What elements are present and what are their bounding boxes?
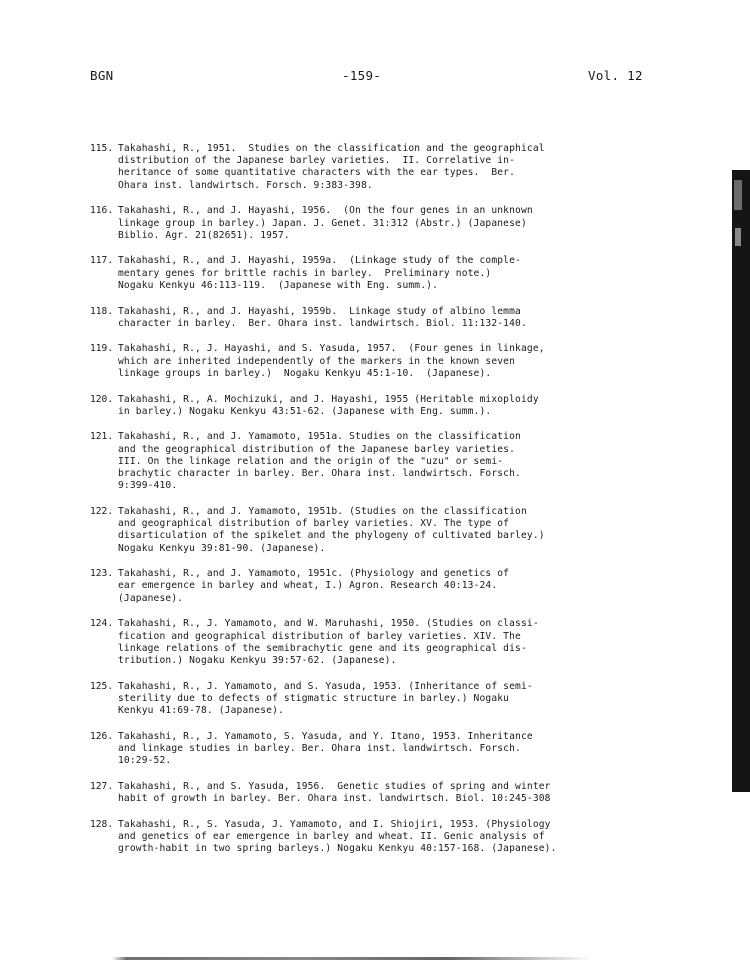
reference-text: [118, 394, 570, 418]
reference-line: mentary genes for brittle rachis in barley. Preliminary note.): [118, 267, 492, 279]
reference-line: tribution.) Nogaku Kenkyu 39:57-62. (Japanese).: [118, 655, 397, 666]
reference-text: [118, 731, 570, 768]
reference-line: III. On the linkage relation and the origin of the "uzu" or semi-: [118, 455, 504, 467]
reference-text: [118, 781, 570, 805]
reference-line: and linkage studies in barley. Ber. Ohara inst. landwirtsch. Forsch.: [118, 743, 521, 755]
reference-entry: [90, 255, 570, 292]
reference-line: disarticulation of the spikelet and the phylogeny of cultivated barley.): [118, 530, 545, 542]
reference-line: linkage relations of the semibrachytic gene and its geographical dis-: [118, 642, 527, 654]
reference-line: Takahashi, R., and J. Hayashi, 1959b. Linkage study of albino lemma: [118, 305, 521, 317]
reference-text: [118, 568, 570, 605]
reference-line: linkage group in barley.) Japan. J. Genet. 31:312 (Abstr.) (Japanese): [118, 217, 527, 229]
reference-text: [118, 343, 570, 380]
reference-line: Takahashi, R., and J. Yamamoto, 1951c. (Physiology and genetics of: [118, 568, 510, 580]
reference-line: Takahashi, R., 1951. Studies on the classification and the geographical: [118, 143, 545, 154]
reference-line: Takahashi, R., S. Yasuda, J. Yamamoto, and I. Shiojiri, 1953. (Physiology: [118, 818, 551, 830]
reference-line: Kenkyu 41:69-78. (Japanese).: [118, 705, 284, 717]
reference-line: Takahashi, R., and J. Yamamoto, 1951b. (Studies on the classification: [118, 505, 527, 517]
reference-text: [118, 506, 570, 555]
reference-number: 116.: [90, 205, 114, 217]
scan-artifact-line: [112, 957, 592, 960]
reference-line: linkage groups in barley.) Nogaku Kenkyu 45:1-10. (Japanese).: [118, 367, 492, 379]
reference-line: in barley.) Nogaku Kenkyu 43:51-62. (Japanese with Eng. summ.).: [118, 405, 492, 417]
reference-text: [118, 143, 570, 192]
page-number: -159-: [342, 68, 382, 83]
reference-text: [118, 205, 570, 242]
reference-line: heritance of some quantitative characters with the ear types. Ber.: [118, 167, 516, 179]
volume-label: Vol. 12: [588, 68, 643, 83]
reference-number: 115.: [90, 143, 114, 154]
reference-number: 122.: [90, 505, 114, 517]
reference-line: growth-habit in two spring barleys.) Nogaku Kenkyu 40:157-168. (Japanese).: [118, 843, 557, 855]
reference-line: Takahashi, R., J. Yamamoto, and S. Yasuda, 1953. (Inheritance of semi-: [118, 680, 533, 692]
reference-line: distribution of the Japanese barley varieties. II. Correlative in-: [118, 155, 516, 167]
reference-entry: [90, 431, 570, 492]
reference-entry: [90, 506, 570, 555]
reference-line: Biblio. Agr. 21(82651). 1957.: [118, 229, 290, 241]
reference-text: [118, 819, 570, 856]
reference-entry: [90, 618, 570, 667]
reference-line: Takahashi, R., J. Hayashi, and S. Yasuda, 1957. (Four genes in linkage,: [118, 343, 545, 355]
reference-line: Takahashi, R., J. Yamamoto, and W. Maruhashi, 1950. (Studies on classi-: [118, 618, 539, 630]
scan-edge-shadow: [732, 170, 750, 792]
reference-entry: [90, 394, 570, 418]
reference-number: 124.: [90, 618, 114, 630]
reference-text: [118, 618, 570, 667]
reference-line: Nogaku Kenkyu 39:81-90. (Japanese).: [118, 542, 326, 554]
reference-list: [90, 143, 570, 869]
reference-line: Takahashi, R., and S. Yasuda, 1956. Genetic studies of spring and winter: [118, 780, 551, 792]
reference-text: [118, 681, 570, 718]
reference-number: 127.: [90, 780, 114, 792]
reference-line: Takahashi, R., and J. Hayashi, 1959a. (Linkage study of the comple-: [118, 255, 521, 267]
reference-line: Takahashi, R., and J. Hayashi, 1956. (On the four genes in an unknown: [118, 205, 533, 217]
reference-line: Takahashi, R., and J. Yamamoto, 1951a. Studies on the classification: [118, 431, 521, 443]
reference-line: Takahashi, R., J. Yamamoto, S. Yasuda, and Y. Itano, 1953. Inheritance: [118, 730, 533, 742]
reference-number: 121.: [90, 431, 114, 443]
reference-line: and genetics of ear emergence in barley and wheat. II. Genic analysis of: [118, 831, 545, 843]
reference-entry: [90, 681, 570, 718]
reference-line: sterility due to defects of stigmatic structure in barley.) Nogaku: [118, 692, 510, 704]
journal-abbreviation: BGN: [90, 68, 114, 83]
reference-line: habit of growth in barley. Ber. Ohara inst. landwirtsch. Biol. 10:245-308: [118, 793, 551, 805]
reference-line: Takahashi, R., A. Mochizuki, and J. Hayashi, 1955 (Heritable mixoploidy: [118, 393, 539, 405]
reference-entry: [90, 143, 570, 192]
reference-text: [118, 431, 570, 492]
reference-entry: [90, 781, 570, 805]
reference-number: 126.: [90, 730, 114, 742]
reference-line: and the geographical distribution of the Japanese barley varieties.: [118, 443, 516, 455]
reference-line: which are inherited independently of the markers in the known seven: [118, 355, 516, 367]
reference-line: Ohara inst. landwirtsch. Forsch. 9:383-398.: [118, 179, 373, 191]
reference-text: [118, 255, 570, 292]
reference-text: [118, 306, 570, 330]
reference-number: 123.: [90, 568, 114, 580]
reference-line: 10:29-52.: [118, 755, 172, 767]
reference-number: 117.: [90, 255, 114, 267]
reference-entry: [90, 306, 570, 330]
reference-number: 125.: [90, 680, 114, 692]
reference-line: brachytic character in barley. Ber. Ohara inst. landwirtsch. Forsch.: [118, 468, 521, 480]
reference-line: fication and geographical distribution of barley varieties. XIV. The: [118, 630, 521, 642]
reference-line: 9:399-410.: [118, 480, 178, 492]
reference-entry: [90, 819, 570, 856]
reference-number: 119.: [90, 343, 114, 355]
reference-entry: [90, 731, 570, 768]
reference-line: Nogaku Kenkyu 46:113-119. (Japanese with Eng. summ.).: [118, 279, 438, 291]
reference-number: 120.: [90, 393, 114, 405]
reference-line: ear emergence in barley and wheat, I.) Agron. Research 40:13-24.: [118, 580, 498, 592]
reference-number: 118.: [90, 305, 114, 317]
reference-entry: [90, 205, 570, 242]
reference-entry: [90, 568, 570, 605]
reference-line: (Japanese).: [118, 592, 184, 604]
reference-line: and geographical distribution of barley varieties. XV. The type of: [118, 518, 510, 530]
reference-number: 128.: [90, 818, 114, 830]
reference-entry: [90, 343, 570, 380]
reference-line: character in barley. Ber. Ohara inst. landwirtsch. Biol. 11:132-140.: [118, 317, 527, 329]
